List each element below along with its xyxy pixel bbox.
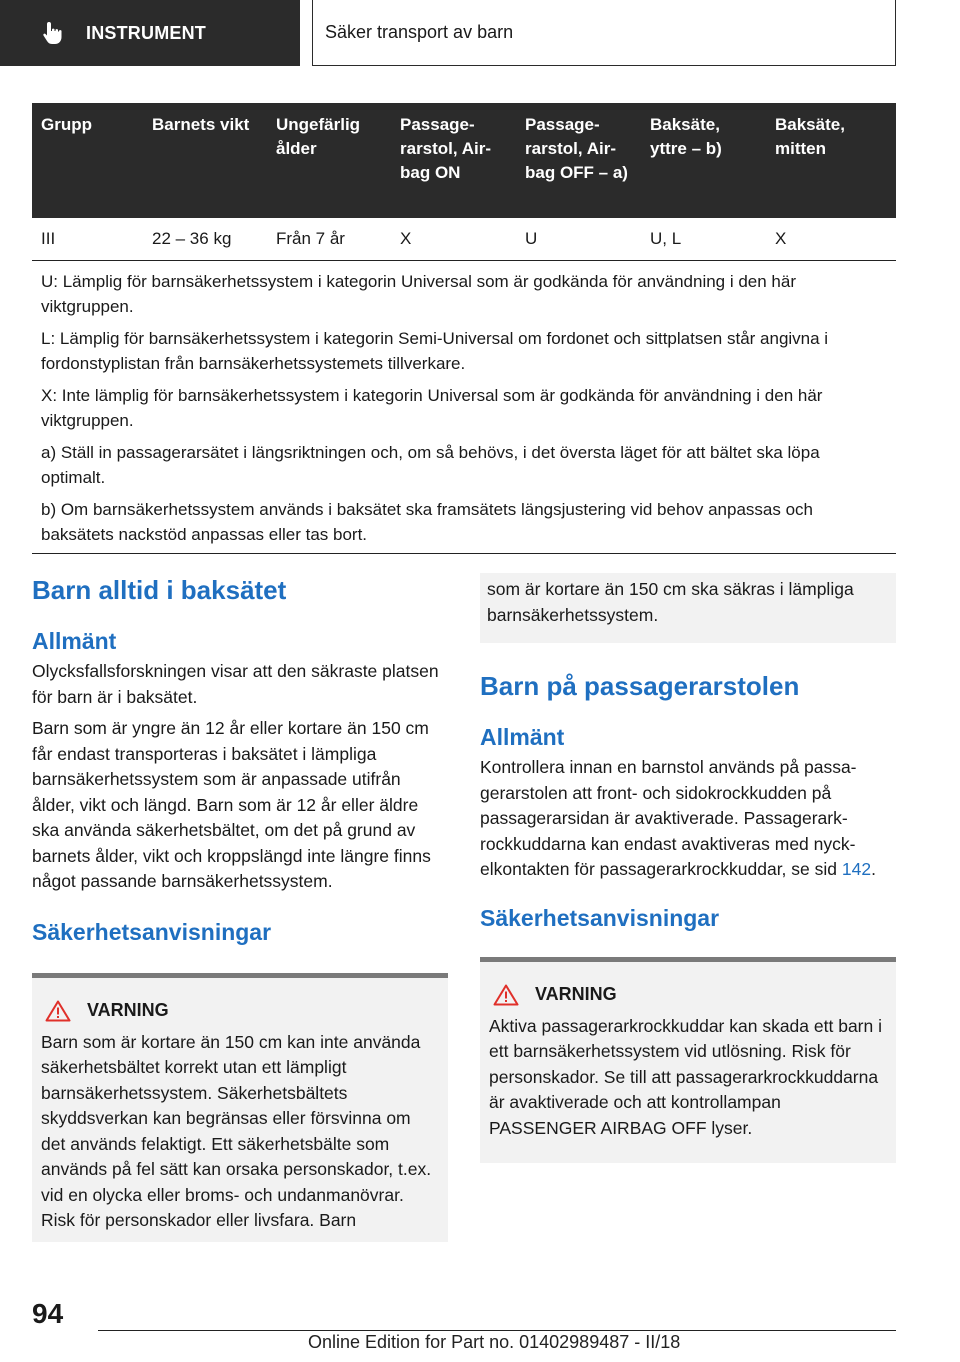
table-header-cell: Barnets vikt <box>143 103 267 218</box>
note-x: X: Inte lämplig för barnsäkerhetssystem i kategorin Universal som är godkända för användning i den här viktgruppen. <box>41 386 823 430</box>
table-cell: Från 7 år <box>267 218 391 261</box>
paragraph: Olycksfallsforskningen visar att den säkraste platsen för barn är i baksätet. <box>32 661 439 707</box>
footer-divider <box>98 1330 896 1331</box>
warning-continued-text: som är kortare än 150 cm ska säkras i lämpliga barnsäkerhetssystem. <box>487 579 854 625</box>
table-cell: X <box>391 218 516 261</box>
warning-continuation <box>480 573 896 643</box>
pointing-hand-icon <box>40 20 66 46</box>
warning-box <box>480 957 896 1164</box>
table-cell: 22 – 36 kg <box>143 218 267 261</box>
page-header <box>0 0 960 66</box>
subsection-heading: Allmänt <box>32 628 117 654</box>
edition-footer: Online Edition for Part no. 01402989487 - II/18 <box>308 1332 681 1352</box>
table-header-row <box>32 103 896 218</box>
warning-label: VARNING <box>535 984 617 1004</box>
warning-title <box>489 984 887 1006</box>
safety-heading: Säkerhetsanvisningar <box>480 904 720 931</box>
paragraph-end: . <box>871 859 876 879</box>
right-column <box>480 573 896 1163</box>
note-u: U: Lämplig för barnsäkerhetssystem i kategorin Universal som är godkända för användning i den här viktgruppen. <box>41 272 797 316</box>
note-l: L: Lämplig för barnsäkerhetssystem i kategorin Semi-Universal om fordonet och sittplatsen står angivna i fordonstyplistan från barnsäkerhetssystemets tillverkare. <box>41 329 829 373</box>
safety-heading: Säkerhetsanvisningar <box>32 918 272 945</box>
section-label: INSTRUMENT <box>86 22 206 43</box>
table-cell: X <box>766 218 896 261</box>
table-row <box>32 218 896 261</box>
section-tab[interactable] <box>0 0 300 66</box>
paragraph-text: Kontrollera innan en barnstol används på passagerarstolen att front- och sidokrockkudden på passagerarsidan är avaktiverade. Passagerarkrockkuddarna kan endast avaktiveras med nyckelkontakten för passagerarkrockkuddar, se sid <box>480 757 857 879</box>
warning-box <box>32 973 448 1242</box>
section-heading: Barn alltid i baksätet <box>32 575 287 605</box>
warning-text: Barn som är kortare än 150 cm kan inte använda säkerhetsbältet korrekt utan ett lämpligt barnsäkerhetssystem. Säkerhetsbältets skyddsverkan kan begränsas eller försvinna om det används felaktigt. Ett säkerhetsbälte som används på fel sätt kan orsaka personskador, t.ex. vid en olycka eller broms- och undanmanövrar. Risk för personskador eller livsfara. Barn <box>41 1031 432 1230</box>
table-header-cell: Grupp <box>32 103 143 218</box>
child-seat-table <box>32 103 896 554</box>
table-header-cell: Passagerarstol, Airbag OFF – a) <box>516 103 641 218</box>
page-number: 94 <box>32 1298 64 1329</box>
warning-title <box>41 1000 439 1022</box>
table-notes-row <box>32 261 896 554</box>
left-column <box>32 573 448 1242</box>
warning-label: VARNING <box>87 1000 169 1020</box>
table-header-cell: Baksäte, yttre – b) <box>641 103 766 218</box>
warning-triangle-icon <box>45 1000 71 1022</box>
page-reference-link[interactable]: 142 <box>841 859 872 879</box>
warning-triangle-icon <box>493 984 519 1006</box>
warning-text: Aktiva passagerarkrockkuddar kan skada ett barn i ett barnsäkerhetssystem vid utlösning. Risk för personskador. Se till att passagerarkrockkuddarna är avaktiverade och att kontrollampan PASSENGER AIRBAG OFF lyser. <box>489 1015 882 1138</box>
table-header-cell: Passagerarstol, Airbag ON <box>391 103 516 218</box>
table-cell: U <box>516 218 641 261</box>
subsection-heading: Allmänt <box>480 724 565 750</box>
paragraph: Barn som är yngre än 12 år eller kortare än 150 cm får endast transporteras i baksätet i lämpliga barnsäkerhetssystem som är anpassade utifrån ålder, vikt och längd. Barn som är 12 år eller äldre ska använda säkerhetsbältet, om det på grund av barnets ålder, vikt och kroppslängd inte längre finns något passande barnsäkerhetssystem. <box>32 718 431 891</box>
table-header-cell: Baksäte, mitten <box>766 103 896 218</box>
note-b: b) Om barnsäkerhetssystem används i baksätet ska framsätets längsjustering vid behov anpassas och baksätets nackstöd anpassas eller tas bort. <box>41 500 813 544</box>
table-cell: III <box>32 218 143 261</box>
chapter-title: Säker transport av barn <box>312 0 896 66</box>
paragraph <box>480 755 896 883</box>
table-notes <box>32 261 896 554</box>
note-a: a) Ställ in passagerarsätet i längsriktningen och, om så behövs, i det översta läget för att bältet ska löpa optimalt. <box>41 443 820 487</box>
section-heading: Barn på passagerarstolen <box>480 671 800 701</box>
table-header-cell: Ungefärlig ålder <box>267 103 391 218</box>
table-cell: U, L <box>641 218 766 261</box>
